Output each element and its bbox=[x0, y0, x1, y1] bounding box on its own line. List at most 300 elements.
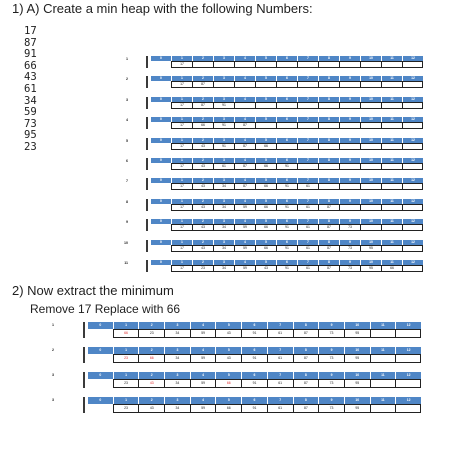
number-item: 95 bbox=[24, 129, 37, 142]
step-label: 5 bbox=[126, 138, 128, 143]
blank-slot bbox=[150, 265, 171, 272]
value-cell: 95 bbox=[344, 354, 370, 363]
value-cell bbox=[402, 122, 423, 129]
index-cell: 7 bbox=[297, 178, 318, 183]
index-cell: 0 bbox=[150, 199, 171, 204]
index-cell: 6 bbox=[241, 347, 267, 354]
value-cell: 87 bbox=[192, 81, 213, 88]
value-cell bbox=[360, 224, 381, 231]
value-cell: 87 bbox=[192, 102, 213, 109]
value-cell bbox=[192, 61, 213, 68]
index-cell: 11 bbox=[381, 219, 402, 224]
row-stub bbox=[83, 347, 85, 363]
value-cell bbox=[402, 265, 423, 272]
value-cell bbox=[234, 102, 255, 109]
index-cell: 9 bbox=[339, 158, 360, 163]
value-cell: 23 bbox=[113, 379, 139, 388]
value-cell bbox=[318, 102, 339, 109]
index-cell: 1 bbox=[171, 138, 192, 143]
value-cell bbox=[402, 204, 423, 211]
index-cell: 2 bbox=[192, 76, 213, 81]
array-table bbox=[87, 397, 421, 413]
value-cell: 73 bbox=[318, 379, 344, 388]
value-cell bbox=[339, 183, 360, 190]
index-cell: 11 bbox=[381, 260, 402, 265]
index-cell: 8 bbox=[318, 178, 339, 183]
index-cell: 7 bbox=[297, 199, 318, 204]
index-cell: 10 bbox=[344, 322, 370, 329]
value-row bbox=[87, 379, 421, 388]
value-cell bbox=[360, 61, 381, 68]
index-cell: 4 bbox=[234, 199, 255, 204]
array-table bbox=[150, 117, 423, 129]
blank-slot bbox=[87, 404, 113, 413]
value-cell: 59 bbox=[190, 354, 216, 363]
value-cell: 87 bbox=[318, 224, 339, 231]
index-cell: 8 bbox=[318, 138, 339, 143]
value-cell: 87 bbox=[293, 329, 319, 338]
value-cell: 66 bbox=[215, 379, 241, 388]
index-cell: 2 bbox=[192, 117, 213, 122]
blank-slot bbox=[87, 329, 113, 338]
row-stub bbox=[146, 219, 148, 231]
index-cell: 12 bbox=[402, 260, 423, 265]
index-cell: 1 bbox=[171, 158, 192, 163]
value-cell: 17 bbox=[171, 163, 192, 170]
index-cell: 5 bbox=[255, 117, 276, 122]
blank-slot bbox=[150, 102, 171, 109]
index-cell: 10 bbox=[360, 76, 381, 81]
value-cell: 91 bbox=[276, 265, 297, 272]
index-cell: 9 bbox=[318, 397, 344, 404]
value-cell bbox=[276, 61, 297, 68]
index-cell: 9 bbox=[339, 56, 360, 61]
index-cell: 6 bbox=[276, 240, 297, 245]
value-row bbox=[150, 143, 423, 150]
value-cell: 73 bbox=[339, 265, 360, 272]
value-cell bbox=[360, 122, 381, 129]
index-cell: 3 bbox=[213, 97, 234, 102]
index-cell: 2 bbox=[192, 199, 213, 204]
value-cell: 23 bbox=[113, 354, 139, 363]
value-cell: 66 bbox=[113, 329, 139, 338]
value-cell: 87 bbox=[318, 245, 339, 252]
array-table bbox=[150, 56, 423, 68]
index-cell: 4 bbox=[190, 347, 216, 354]
value-cell bbox=[360, 183, 381, 190]
value-cell: 95 bbox=[360, 245, 381, 252]
value-cell bbox=[297, 163, 318, 170]
step-label: 2 bbox=[126, 77, 128, 82]
array-table bbox=[87, 347, 421, 363]
value-cell bbox=[276, 122, 297, 129]
value-cell: 17 bbox=[171, 245, 192, 252]
index-cell: 5 bbox=[255, 260, 276, 265]
value-cell: 91 bbox=[276, 224, 297, 231]
array-table bbox=[87, 372, 421, 388]
value-cell: 59 bbox=[234, 265, 255, 272]
index-cell: 9 bbox=[339, 178, 360, 183]
value-cell: 73 bbox=[339, 245, 360, 252]
value-cell bbox=[234, 61, 255, 68]
value-cell bbox=[370, 379, 396, 388]
number-list bbox=[24, 26, 37, 154]
value-cell: 43 bbox=[138, 404, 164, 413]
value-cell bbox=[402, 102, 423, 109]
value-row bbox=[150, 61, 423, 68]
row-stub bbox=[146, 199, 148, 211]
index-cell: 3 bbox=[213, 240, 234, 245]
value-cell bbox=[360, 143, 381, 150]
index-cell: 11 bbox=[381, 76, 402, 81]
index-cell: 9 bbox=[318, 372, 344, 379]
index-cell: 12 bbox=[402, 117, 423, 122]
index-cell: 12 bbox=[402, 158, 423, 163]
value-cell: 87 bbox=[234, 122, 255, 129]
row-stub bbox=[146, 178, 148, 190]
value-cell: 91 bbox=[276, 163, 297, 170]
number-item: 91 bbox=[24, 48, 37, 61]
value-cell: 17 bbox=[171, 81, 192, 88]
value-cell: 61 bbox=[297, 265, 318, 272]
value-cell bbox=[213, 61, 234, 68]
value-row bbox=[150, 183, 423, 190]
step-label: 11 bbox=[124, 261, 128, 265]
index-cell: 3 bbox=[213, 199, 234, 204]
index-cell: 6 bbox=[241, 372, 267, 379]
value-cell bbox=[255, 102, 276, 109]
value-row bbox=[150, 204, 423, 211]
value-cell: 87 bbox=[293, 354, 319, 363]
index-cell: 8 bbox=[293, 347, 319, 354]
value-cell: 91 bbox=[213, 122, 234, 129]
value-row bbox=[150, 102, 423, 109]
value-cell: 43 bbox=[192, 204, 213, 211]
index-cell: 4 bbox=[234, 178, 255, 183]
index-cell: 2 bbox=[192, 240, 213, 245]
index-cell: 2 bbox=[192, 219, 213, 224]
index-header-row bbox=[87, 397, 421, 404]
value-cell: 43 bbox=[192, 224, 213, 231]
value-cell: 66 bbox=[255, 245, 276, 252]
blank-slot bbox=[150, 245, 171, 252]
value-cell: 17 bbox=[171, 143, 192, 150]
index-cell: 6 bbox=[276, 76, 297, 81]
value-cell: 34 bbox=[164, 329, 190, 338]
row-stub bbox=[146, 76, 148, 88]
index-cell: 5 bbox=[255, 158, 276, 163]
index-cell: 1 bbox=[171, 178, 192, 183]
index-cell: 7 bbox=[297, 260, 318, 265]
value-cell: 66 bbox=[381, 265, 402, 272]
value-cell: 66 bbox=[255, 224, 276, 231]
blank-slot bbox=[87, 354, 113, 363]
index-cell: 8 bbox=[293, 372, 319, 379]
index-cell: 3 bbox=[213, 76, 234, 81]
value-cell bbox=[318, 122, 339, 129]
index-cell: 3 bbox=[164, 372, 190, 379]
index-cell: 8 bbox=[318, 260, 339, 265]
number-item: 73 bbox=[24, 117, 37, 130]
index-cell: 1 bbox=[171, 260, 192, 265]
value-cell bbox=[339, 102, 360, 109]
index-cell: 2 bbox=[192, 56, 213, 61]
index-cell: 5 bbox=[255, 199, 276, 204]
index-cell: 8 bbox=[318, 199, 339, 204]
index-cell: 9 bbox=[339, 97, 360, 102]
blank-slot bbox=[150, 183, 171, 190]
blank-slot bbox=[150, 224, 171, 231]
index-cell: 10 bbox=[360, 219, 381, 224]
value-cell bbox=[370, 354, 396, 363]
value-cell bbox=[370, 404, 396, 413]
step-label: 3 bbox=[126, 97, 128, 102]
value-cell: 61 bbox=[267, 354, 293, 363]
index-cell: 10 bbox=[360, 117, 381, 122]
blank-slot bbox=[150, 61, 171, 68]
value-cell: 17 bbox=[171, 61, 192, 68]
value-cell: 34 bbox=[213, 183, 234, 190]
row-stub bbox=[146, 138, 148, 150]
index-cell: 1 bbox=[171, 56, 192, 61]
index-cell: 11 bbox=[370, 347, 396, 354]
value-cell bbox=[402, 163, 423, 170]
value-cell: 43 bbox=[192, 143, 213, 150]
index-cell: 5 bbox=[255, 56, 276, 61]
index-cell: 11 bbox=[381, 138, 402, 143]
index-cell: 3 bbox=[213, 219, 234, 224]
value-cell: 23 bbox=[113, 404, 139, 413]
index-cell: 12 bbox=[402, 76, 423, 81]
value-cell bbox=[276, 143, 297, 150]
index-cell: 12 bbox=[402, 199, 423, 204]
value-cell bbox=[395, 354, 421, 363]
array-table bbox=[150, 199, 423, 211]
index-cell: 7 bbox=[297, 138, 318, 143]
index-cell: 9 bbox=[339, 138, 360, 143]
value-cell: 87 bbox=[293, 379, 319, 388]
index-cell: 2 bbox=[138, 372, 164, 379]
index-cell: 11 bbox=[370, 397, 396, 404]
value-cell bbox=[339, 81, 360, 88]
value-cell: 43 bbox=[215, 329, 241, 338]
value-row bbox=[150, 245, 423, 252]
value-cell bbox=[402, 143, 423, 150]
value-cell: 61 bbox=[267, 404, 293, 413]
value-cell bbox=[276, 102, 297, 109]
number-item: 17 bbox=[24, 25, 37, 37]
index-cell: 5 bbox=[255, 219, 276, 224]
value-cell: 66 bbox=[192, 122, 213, 129]
value-row bbox=[150, 265, 423, 272]
step-label: 10 bbox=[124, 240, 128, 245]
index-cell: 12 bbox=[402, 138, 423, 143]
value-cell: 17 bbox=[171, 102, 192, 109]
value-cell: 87 bbox=[293, 404, 319, 413]
value-cell: 43 bbox=[192, 183, 213, 190]
value-row bbox=[87, 404, 421, 413]
number-item: 43 bbox=[24, 71, 37, 84]
value-cell bbox=[213, 81, 234, 88]
value-cell bbox=[297, 81, 318, 88]
index-cell: 10 bbox=[344, 347, 370, 354]
step-label: 1 bbox=[52, 323, 54, 327]
index-cell: 2 bbox=[192, 178, 213, 183]
value-cell: 17 bbox=[171, 265, 192, 272]
value-cell bbox=[360, 163, 381, 170]
step-label: 9 bbox=[126, 220, 128, 225]
value-cell: 61 bbox=[267, 329, 293, 338]
index-header-row bbox=[87, 372, 421, 379]
value-cell: 66 bbox=[255, 163, 276, 170]
value-cell: 73 bbox=[318, 329, 344, 338]
value-cell bbox=[381, 143, 402, 150]
value-cell bbox=[318, 183, 339, 190]
index-cell: 2 bbox=[192, 260, 213, 265]
value-cell bbox=[318, 81, 339, 88]
row-stub bbox=[146, 260, 148, 272]
index-cell: 11 bbox=[381, 240, 402, 245]
index-cell: 8 bbox=[318, 56, 339, 61]
index-cell: 3 bbox=[213, 178, 234, 183]
value-cell: 34 bbox=[164, 379, 190, 388]
index-cell: 11 bbox=[370, 372, 396, 379]
index-cell: 4 bbox=[234, 240, 255, 245]
step-label: 3 bbox=[52, 398, 54, 402]
value-cell: 17 bbox=[171, 122, 192, 129]
index-cell: 6 bbox=[276, 199, 297, 204]
index-cell: 5 bbox=[215, 322, 241, 329]
index-cell: 10 bbox=[344, 372, 370, 379]
index-cell: 3 bbox=[164, 322, 190, 329]
array-table bbox=[150, 97, 423, 109]
value-cell: 66 bbox=[255, 183, 276, 190]
index-cell: 5 bbox=[215, 347, 241, 354]
index-cell: 4 bbox=[234, 260, 255, 265]
value-cell: 87 bbox=[318, 204, 339, 211]
value-cell: 43 bbox=[192, 163, 213, 170]
index-cell: 0 bbox=[150, 240, 171, 245]
index-cell: 0 bbox=[150, 178, 171, 183]
value-cell: 59 bbox=[190, 379, 216, 388]
value-cell bbox=[276, 81, 297, 88]
value-row bbox=[150, 81, 423, 88]
value-cell: 43 bbox=[192, 245, 213, 252]
value-cell: 91 bbox=[276, 204, 297, 211]
array-table bbox=[150, 76, 423, 88]
value-cell: 73 bbox=[318, 404, 344, 413]
index-cell: 4 bbox=[234, 97, 255, 102]
index-cell: 3 bbox=[213, 138, 234, 143]
value-cell: 95 bbox=[344, 379, 370, 388]
value-row bbox=[87, 354, 421, 363]
index-cell: 2 bbox=[138, 347, 164, 354]
value-cell bbox=[381, 183, 402, 190]
value-row bbox=[87, 329, 421, 338]
step-label: 3 bbox=[52, 373, 54, 377]
value-cell bbox=[255, 61, 276, 68]
number-item: 87 bbox=[24, 36, 37, 49]
row-stub bbox=[146, 240, 148, 252]
index-header-row bbox=[87, 347, 421, 354]
value-cell bbox=[318, 143, 339, 150]
index-cell: 5 bbox=[255, 240, 276, 245]
index-cell: 5 bbox=[255, 138, 276, 143]
index-cell: 5 bbox=[255, 76, 276, 81]
value-cell: 17 bbox=[171, 183, 192, 190]
value-cell: 87 bbox=[318, 265, 339, 272]
index-cell: 10 bbox=[360, 56, 381, 61]
index-cell: 11 bbox=[381, 199, 402, 204]
index-cell: 12 bbox=[395, 347, 421, 354]
value-cell bbox=[339, 204, 360, 211]
value-cell: 91 bbox=[276, 245, 297, 252]
blank-slot bbox=[150, 81, 171, 88]
row-stub bbox=[146, 97, 148, 109]
value-cell: 34 bbox=[213, 245, 234, 252]
index-cell: 1 bbox=[113, 397, 139, 404]
index-cell: 3 bbox=[213, 158, 234, 163]
index-cell: 12 bbox=[402, 219, 423, 224]
value-cell bbox=[234, 81, 255, 88]
index-cell: 3 bbox=[213, 260, 234, 265]
value-cell bbox=[381, 61, 402, 68]
value-cell bbox=[360, 102, 381, 109]
index-cell: 4 bbox=[190, 322, 216, 329]
index-cell: 9 bbox=[339, 199, 360, 204]
index-cell: 1 bbox=[171, 240, 192, 245]
value-cell bbox=[381, 81, 402, 88]
index-cell: 7 bbox=[297, 76, 318, 81]
index-cell: 0 bbox=[87, 322, 113, 329]
value-cell: 91 bbox=[213, 143, 234, 150]
index-cell: 1 bbox=[171, 219, 192, 224]
section1-title: 1) A) Create a min heap with the following Numbers: bbox=[12, 1, 313, 16]
index-cell: 4 bbox=[234, 56, 255, 61]
index-cell: 10 bbox=[360, 260, 381, 265]
index-cell: 9 bbox=[318, 347, 344, 354]
value-row bbox=[150, 122, 423, 129]
row-stub bbox=[83, 397, 85, 413]
index-cell: 9 bbox=[339, 260, 360, 265]
value-cell: 87 bbox=[234, 183, 255, 190]
index-cell: 11 bbox=[381, 97, 402, 102]
index-cell: 2 bbox=[192, 97, 213, 102]
index-cell: 0 bbox=[150, 138, 171, 143]
value-cell bbox=[395, 404, 421, 413]
index-cell: 0 bbox=[150, 260, 171, 265]
index-cell: 6 bbox=[276, 219, 297, 224]
value-cell: 95 bbox=[344, 404, 370, 413]
index-cell: 8 bbox=[318, 117, 339, 122]
index-cell: 0 bbox=[87, 372, 113, 379]
index-cell: 11 bbox=[381, 178, 402, 183]
value-cell: 91 bbox=[241, 404, 267, 413]
array-table bbox=[150, 158, 423, 170]
value-cell bbox=[402, 224, 423, 231]
index-cell: 7 bbox=[297, 158, 318, 163]
index-cell: 0 bbox=[87, 347, 113, 354]
index-cell: 0 bbox=[150, 219, 171, 224]
value-cell: 95 bbox=[344, 329, 370, 338]
value-cell: 59 bbox=[234, 224, 255, 231]
value-cell bbox=[395, 329, 421, 338]
step-label: 7 bbox=[126, 179, 128, 184]
value-cell: 43 bbox=[255, 265, 276, 272]
value-cell bbox=[255, 122, 276, 129]
index-cell: 12 bbox=[402, 97, 423, 102]
step-label: 4 bbox=[126, 118, 128, 123]
